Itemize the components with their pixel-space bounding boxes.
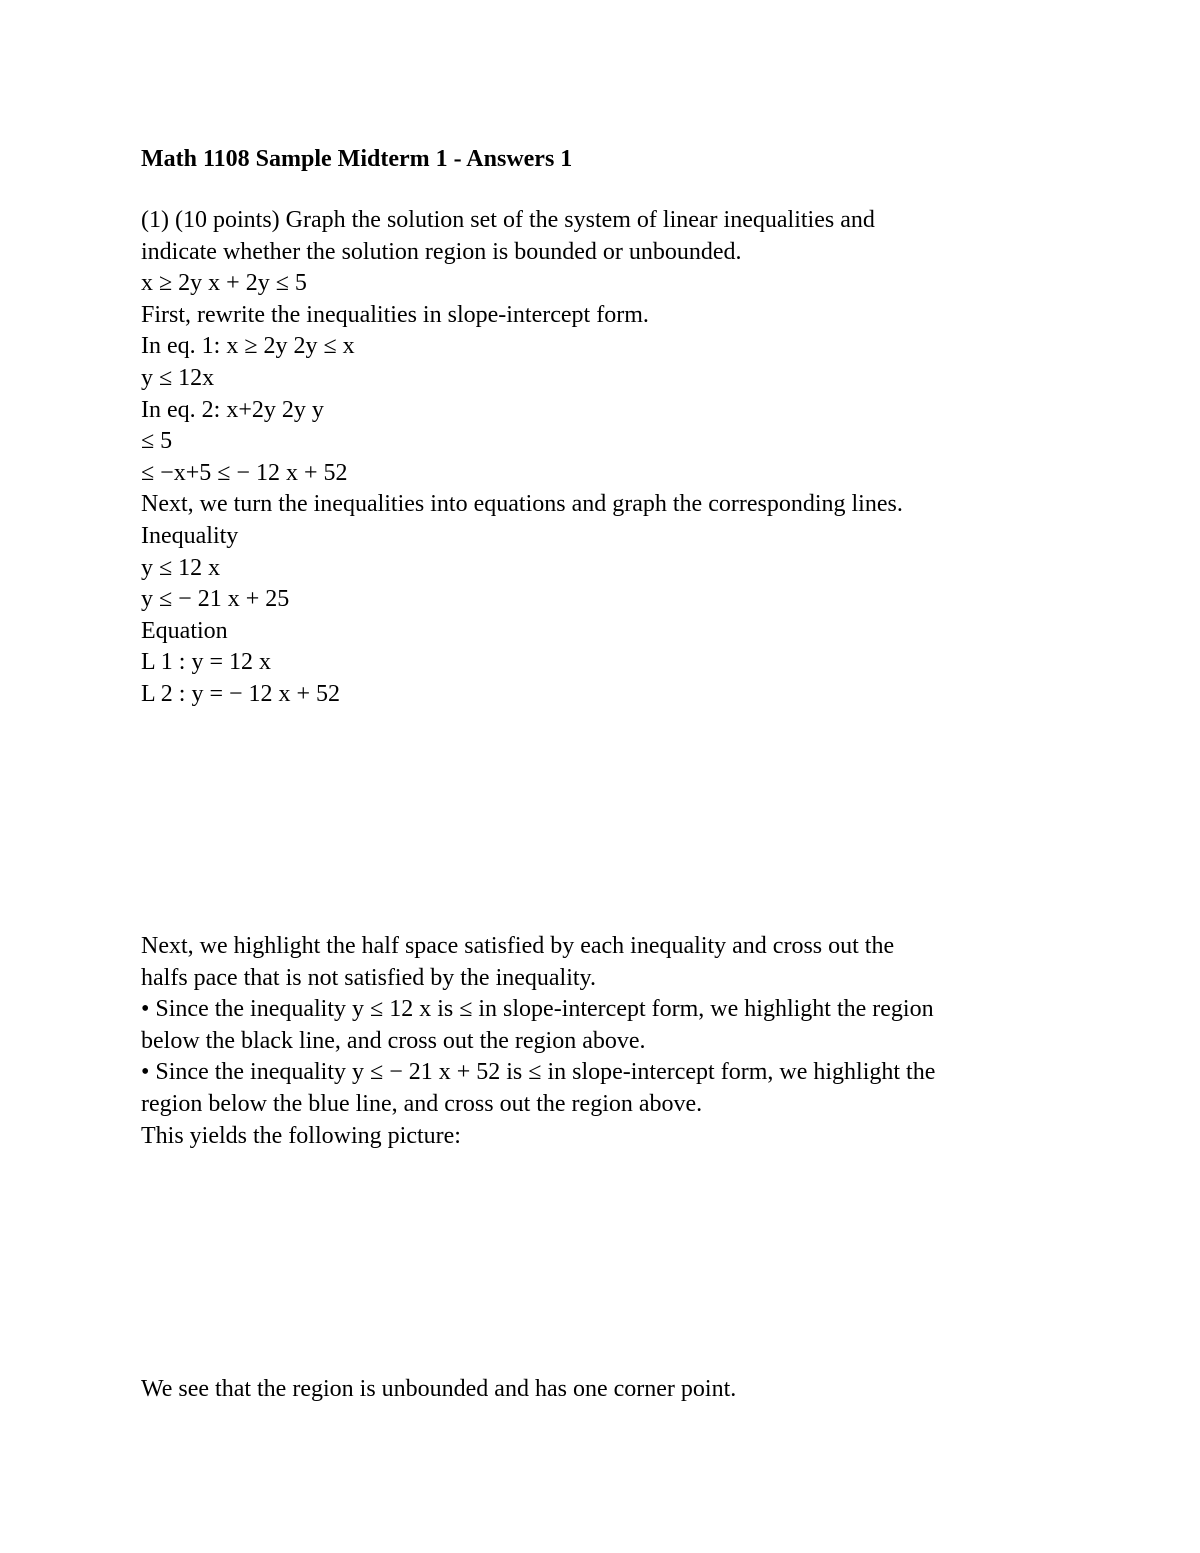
text-line: below the black line, and cross out the region above. xyxy=(141,1027,646,1054)
text-line: We see that the region is unbounded and has one corner point. xyxy=(141,1376,737,1402)
text-line: y ≤ 12 x xyxy=(141,554,221,581)
text-line: L 2 : y = − 12 x + 52 xyxy=(141,680,341,707)
bullet-line: • Since the inequality y ≤ 12 x is ≤ in slope-intercept form, we highlight the region xyxy=(141,996,934,1023)
bullet-line: • Since the inequality y ≤ − 21 x + 52 is ≤ in slope-intercept form, we highlight the xyxy=(141,1059,936,1086)
text-line: This yields the following picture: xyxy=(141,1122,461,1149)
text-line: ≤ 5 xyxy=(141,428,173,455)
text-line: (1) (10 points) Graph the solution set of the system of linear inequalities and xyxy=(141,207,875,233)
text-line: First, rewrite the inequalities in slope-intercept form. xyxy=(141,301,649,328)
text-line: region below the blue line, and cross out the region above. xyxy=(141,1090,703,1117)
problem-1-text xyxy=(141,205,1071,711)
text-line: L 1 : y = 12 x xyxy=(141,649,271,676)
text-line: x ≥ 2y x + 2y ≤ 5 xyxy=(141,270,307,297)
text-line: indicate whether the solution region is bounded or unbounded. xyxy=(141,238,742,265)
text-line: y ≤ 12x xyxy=(141,364,215,391)
text-line: Equation xyxy=(141,617,228,644)
text-line: y ≤ − 21 x + 25 xyxy=(141,586,290,613)
text-line: Next, we highlight the half space satisfied by each inequality and cross out the xyxy=(141,933,895,959)
half-space-explanation xyxy=(141,931,1071,1152)
text-line: In eq. 1: x ≥ 2y 2y ≤ x xyxy=(141,333,355,360)
text-line: In eq. 2: x+2y 2y y xyxy=(141,396,324,423)
conclusion-text xyxy=(141,1374,1071,1406)
text-line: halfs pace that is not satisfied by the inequality. xyxy=(141,964,596,991)
page-title: Math 1108 Sample Midterm 1 - Answers 1 xyxy=(141,146,573,172)
text-line: Inequality xyxy=(141,522,239,549)
text-line: ≤ −x+5 ≤ − 12 x + 52 xyxy=(141,459,348,486)
text-line: Next, we turn the inequalities into equations and graph the corresponding lines. xyxy=(141,491,903,518)
